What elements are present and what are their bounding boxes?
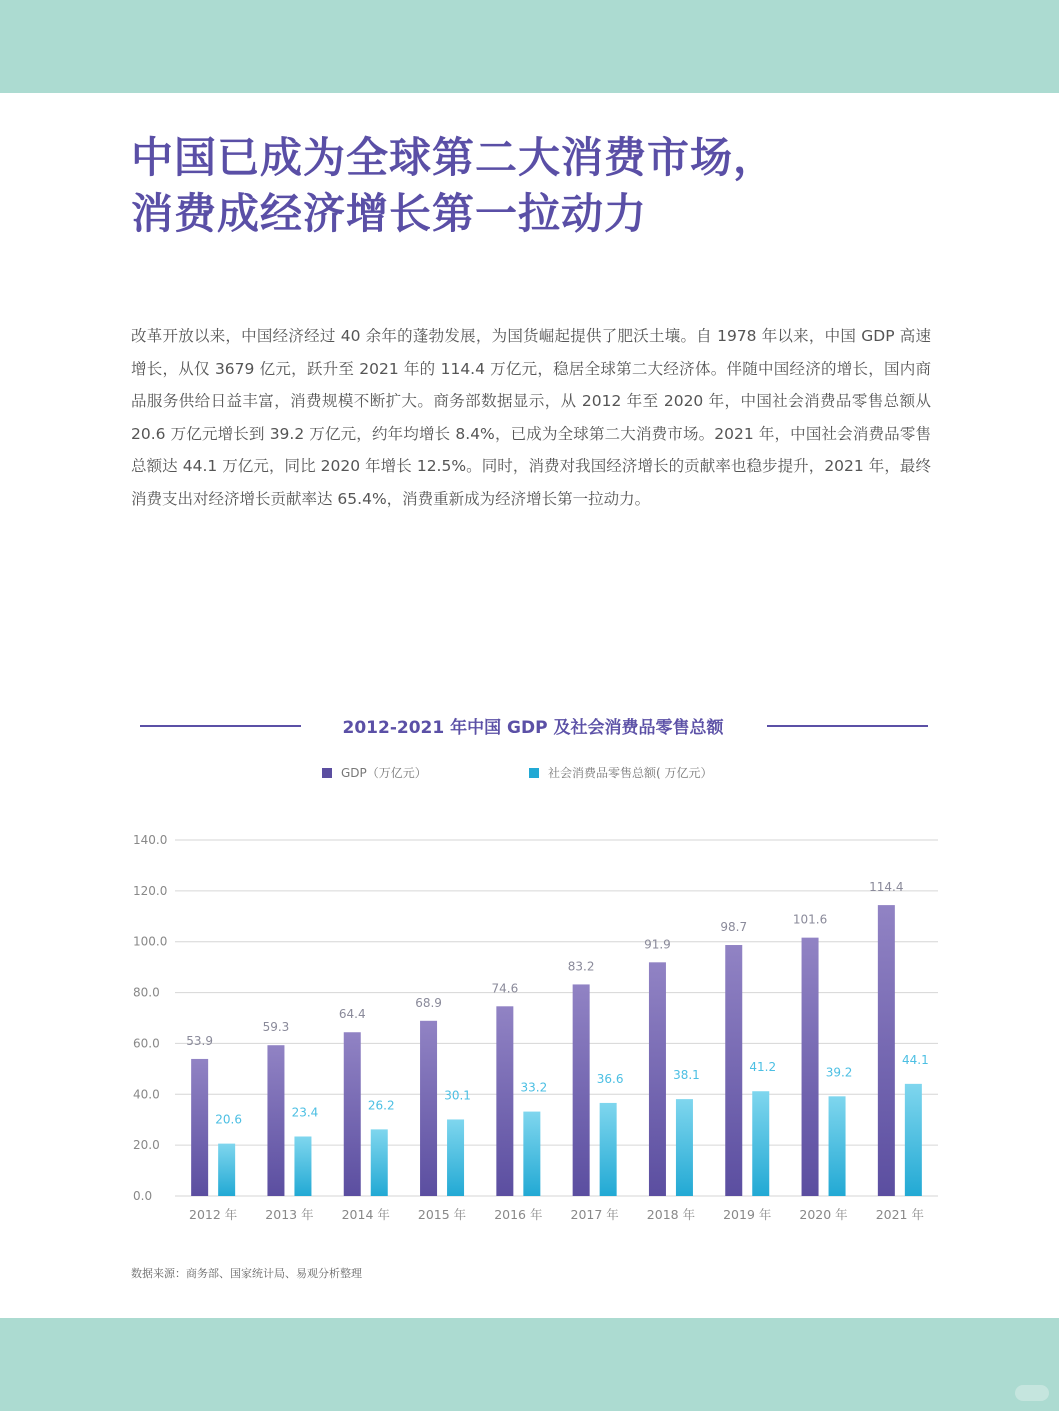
x-tick-label: 2019 年 <box>723 1207 772 1222</box>
bar-retail <box>905 1084 922 1196</box>
bar-gdp <box>725 945 742 1196</box>
bar-retail <box>371 1129 388 1196</box>
bar-retail <box>294 1136 311 1196</box>
bar-retail <box>829 1096 846 1196</box>
y-tick-label: 60.0 <box>133 1036 160 1051</box>
bar-gdp <box>420 1021 437 1196</box>
bar-gdp <box>649 962 666 1196</box>
chart-title-rule-right <box>767 725 928 727</box>
top-band <box>0 0 1059 93</box>
y-tick-label: 0.0 <box>133 1189 153 1203</box>
page-title <box>131 130 951 242</box>
legend-retail <box>529 764 713 781</box>
y-tick-label: 20.0 <box>133 1138 160 1153</box>
bar-retail <box>447 1119 464 1196</box>
y-tick-label: 80.0 <box>133 985 160 1000</box>
data-label-retail: 44.1 <box>901 1052 929 1067</box>
x-tick-label: 2017 年 <box>570 1207 619 1222</box>
data-label-gdp: 91.9 <box>644 937 671 952</box>
bar-gdp <box>344 1032 361 1196</box>
bar-retail <box>600 1103 617 1196</box>
title-line-2: 消费成经济增长第一拉动力 <box>131 189 648 238</box>
data-label-retail: 30.1 <box>444 1088 471 1103</box>
data-label-gdp: 101.6 <box>792 912 828 927</box>
bar-retail <box>523 1112 540 1196</box>
legend-label-retail: 社会消费品零售总额( 万亿元） <box>548 766 713 780</box>
data-label-gdp: 98.7 <box>720 920 748 935</box>
data-label-retail: 36.6 <box>596 1071 624 1086</box>
data-label-retail: 39.2 <box>825 1065 853 1080</box>
bar-gdp <box>573 984 590 1196</box>
x-tick-label: 2020 年 <box>799 1207 848 1222</box>
legend-swatch-retail <box>529 768 539 778</box>
data-source-note: 数据来源：商务部、国家统计局、易观分析整理 <box>131 1267 362 1280</box>
x-tick-label: 2012 年 <box>189 1207 238 1222</box>
bar-gdp <box>878 905 895 1196</box>
watermark-badge <box>1015 1385 1049 1401</box>
bar-gdp <box>191 1059 208 1196</box>
data-label-retail: 38.1 <box>673 1068 700 1083</box>
legend-gdp <box>322 764 427 781</box>
data-label-retail: 41.2 <box>749 1060 777 1075</box>
y-tick-label: 120.0 <box>133 883 168 898</box>
data-label-gdp: 68.9 <box>415 995 442 1010</box>
y-tick-label: 140.0 <box>133 833 168 847</box>
bar-retail <box>676 1099 693 1196</box>
y-tick-label: 40.0 <box>133 1087 160 1102</box>
data-label-retail: 23.4 <box>291 1105 319 1120</box>
bar-chart <box>0 820 1059 1240</box>
data-label-retail: 33.2 <box>520 1080 548 1095</box>
bar-gdp <box>802 938 819 1196</box>
y-tick-label: 100.0 <box>133 934 168 949</box>
chart-title: 2012-2021 年中国 GDP 及社会消费品零售总额 <box>342 718 724 738</box>
bar-retail <box>752 1091 769 1196</box>
bar-gdp <box>496 1006 513 1196</box>
x-tick-label: 2021 年 <box>875 1207 924 1222</box>
data-label-retail: 20.6 <box>215 1112 243 1127</box>
x-tick-label: 2016 年 <box>494 1207 543 1222</box>
x-tick-label: 2014 年 <box>341 1207 390 1222</box>
data-label-gdp: 59.3 <box>262 1020 290 1035</box>
x-tick-label: 2015 年 <box>417 1207 467 1222</box>
legend-label-gdp: GDP（万亿元） <box>341 766 427 780</box>
title-line-1: 中国已成为全球第二大消费市场， <box>131 133 777 182</box>
data-label-gdp: 53.9 <box>186 1033 214 1048</box>
data-label-gdp: 83.2 <box>567 959 595 974</box>
intro-paragraph: 改革开放以来，中国经济经过 40 余年的蓬勃发展，为国货崛起提供了肥沃土壤。自 1978 年以来，中国 GDP 高速增长，从仅 3679 亿元，跃升至 2021 年的 114.4 万亿元，稳居全球第二大经济体。伴随中国经济的增长，国内商品服务供给日益丰富，消费规模不断扩大。商务部数据显示，从 2012 年至 2020 年，中国社会消费品零售总额从 20.6 万亿元增长到 39.2 万亿元，约年均增长 8.4%，已成为全球第二大消费市场。2021 年，中国社会消费品零售总额达 44.1 万亿元，同比 2020 年增长 12.5%。同时，消费对我国经济增长的贡献率也稳步提升，2021 年，最终消费支出对经济增长贡献率达 65.4%，消费重新成为经济增长第一拉动力。 <box>131 327 931 508</box>
data-label-gdp: 74.6 <box>491 981 519 996</box>
x-tick-label: 2013 年 <box>265 1207 314 1222</box>
data-label-gdp: 114.4 <box>869 880 904 895</box>
data-label-gdp: 64.4 <box>338 1007 366 1022</box>
legend-swatch-gdp <box>322 768 332 778</box>
bar-gdp <box>267 1045 284 1196</box>
x-tick-label: 2018 年 <box>646 1207 696 1222</box>
bottom-band <box>0 1318 1059 1411</box>
bar-retail <box>218 1144 235 1196</box>
chart-title-rule-left <box>140 725 301 727</box>
data-label-retail: 26.2 <box>367 1098 395 1113</box>
